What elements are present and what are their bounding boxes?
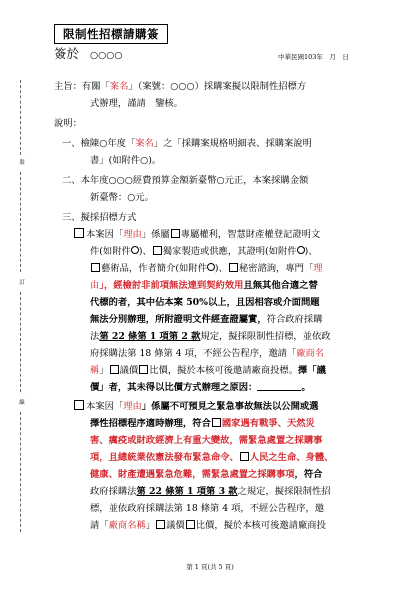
- option-1-line-7: 法第 22 條第 1 項第 2 款規定，擬採限制性招標，並依政: [90, 331, 331, 342]
- confidential-consult-checkbox[interactable]: [229, 263, 238, 272]
- option-2-line-8: 請「廠商名稱」 議價 比價，擬於本核可後邀請廠商投: [90, 520, 326, 531]
- option-1-line-9: 稱」 議價 比價，擬於本核可後邀請廠商投標。擇「議: [90, 365, 326, 376]
- option-2-checkbox[interactable]: [74, 400, 84, 410]
- binding-line-top: [20, 80, 22, 155]
- negotiation-checkbox[interactable]: [156, 520, 165, 529]
- binding-mark-1: 裝: [19, 160, 25, 166]
- subject-line-1: 主旨：有關「案名」（案號：○○○）採購案擬以限制性招標方: [54, 81, 307, 92]
- page-number: 第 1 頁(共 5 頁): [186, 563, 234, 571]
- law-article: 第 22 條第 1 項第 2 款: [99, 331, 201, 342]
- sole-supplier-checkbox[interactable]: [153, 246, 162, 255]
- option-2-line-3: 害、癘疫或財政經濟上有重大變故，需緊急處置之採購事: [90, 435, 323, 446]
- binding-mark-2: 訂: [19, 280, 25, 286]
- option-1-line-4: 由」，經檢討非前項無法達到契約效用且無其他合適之替: [90, 280, 318, 291]
- price-comparison-checkbox[interactable]: [186, 520, 195, 529]
- binding-mark-3: 線: [19, 400, 25, 406]
- personal-emergency-checkbox[interactable]: [240, 452, 249, 461]
- item-1-line-2: 書」(如附件○)。: [90, 155, 162, 166]
- binding-line-bottom: [20, 412, 22, 532]
- option-2-line-6: 政府採購法第 22 條第 1 項第 3 款之規定，擬採限制性招: [90, 486, 331, 497]
- option-2-line-5: 健康、財產遭遇緊急危難，需緊急處置之採購事項，符合: [90, 469, 323, 480]
- vendor-placeholder: 廠商名: [296, 348, 325, 359]
- sign-unit: ○○○○: [89, 50, 123, 61]
- option-1-line-6: 無法分別辦理，所附證明文件經查證屬實，符合政府採購: [90, 314, 323, 325]
- option-1-line-3: 藝術品，作者簡介(如附件 )、 秘密諮詢，專門「理: [90, 262, 323, 275]
- exclusive-rights-checkbox[interactable]: [171, 229, 180, 238]
- option-1-line-5: 代標的者，其中佔本案 50%以上，且因相容或介面問題: [90, 297, 320, 308]
- vendor-placeholder: 廠商名稱: [108, 520, 146, 531]
- option-1-line-1: 本案因「理由」係屬 專屬權利，智慧財產權登記證明文: [74, 228, 320, 241]
- national-emergency-checkbox[interactable]: [212, 418, 221, 427]
- case-name-placeholder: 案名: [135, 138, 154, 149]
- option-2-line-7: 標，並依政府採購法第 18 條第 4 項，不經公告程序，邀: [90, 503, 325, 514]
- binding-line-mid: [20, 172, 22, 272]
- document-date: 中華民國103年 月 日: [278, 53, 349, 61]
- reason-placeholder: 理由: [123, 229, 142, 240]
- binding-line-lower: [20, 292, 22, 392]
- subject-line-2: 式辦理，謹請 鑒核。: [90, 98, 183, 109]
- option-2-line-4: 項，且總統業依憲法發布緊急命令、 人民之生命、身體、: [90, 452, 334, 463]
- option-1-line-2: 件(如附件 )、 獨家製造或供應，其證明(如附件 )、: [90, 246, 318, 257]
- negotiation-checkbox[interactable]: [110, 365, 119, 374]
- item-1-line-1: 一、檢陳○年度「案名」之「採購案規格明細表、採購案說明: [62, 138, 312, 149]
- document-title: 限制性招標請購簽: [54, 24, 168, 44]
- item-2-line-1: 二、本年度○○○經費預算金額新臺幣○元正，本案採購金額: [62, 175, 309, 186]
- artwork-checkbox[interactable]: [91, 263, 100, 272]
- signed-from: [54, 47, 122, 62]
- explain-label: 說明：: [54, 118, 82, 129]
- option-2-line-2: 擇性招標程序適時辦理，符合 國家遇有戰爭、天然災: [90, 418, 315, 429]
- option-2-line-1: 本案因「理由」係屬不可預見之緊急事故無法以公開或選: [74, 400, 318, 413]
- case-name-placeholder: 案名: [109, 81, 129, 92]
- item-2-line-2: 新臺幣：○元。: [90, 192, 154, 203]
- law-article: 第 22 條第 1 項第 3 款: [136, 486, 238, 497]
- option-1-checkbox[interactable]: [74, 228, 84, 238]
- sign-label: 簽於: [54, 46, 80, 61]
- option-1-line-10: 價」者，其未得以比價方式辦理之原因： 。: [90, 382, 311, 393]
- reason-blank[interactable]: [257, 382, 301, 391]
- reason-placeholder: 理由: [123, 401, 142, 412]
- option-1-line-8: 府採購法第 18 條第 4 項，不經公告程序，邀請「廠商名: [90, 348, 325, 359]
- price-comparison-checkbox[interactable]: [139, 365, 148, 374]
- item-3-heading: 三、擬採招標方式: [62, 212, 137, 223]
